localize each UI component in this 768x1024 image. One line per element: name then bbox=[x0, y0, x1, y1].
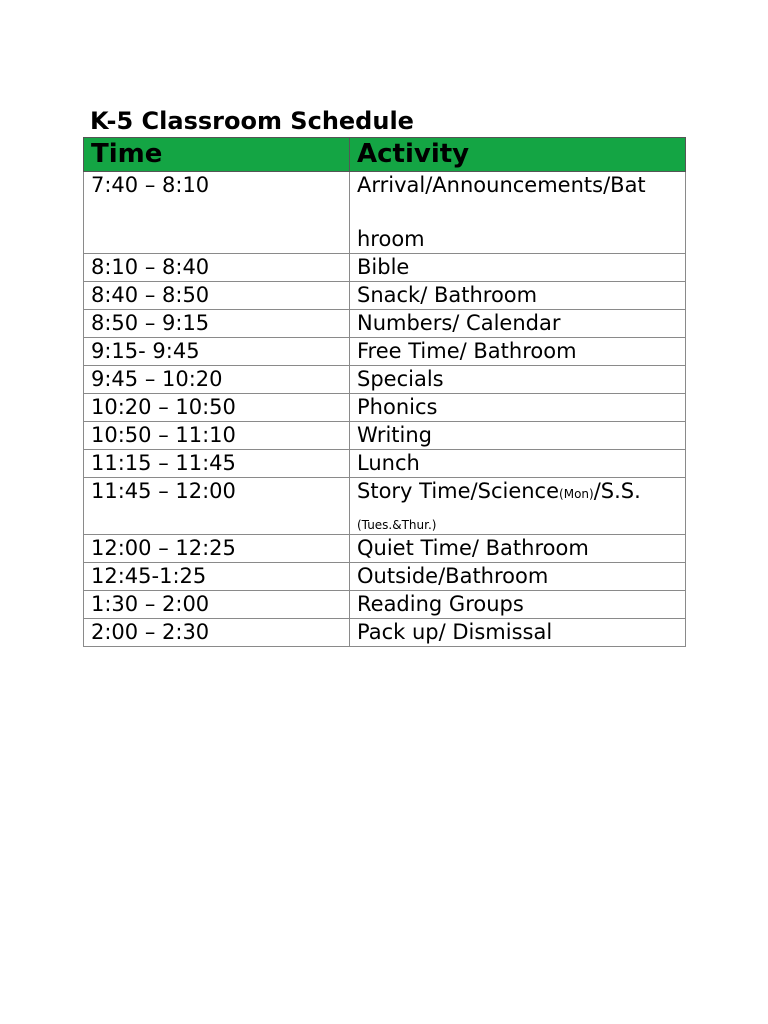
time-cell: 9:45 – 10:20 bbox=[84, 366, 350, 394]
activity-cell: Bible bbox=[350, 254, 686, 282]
table-row bbox=[84, 478, 686, 535]
activity-cell: Snack/ Bathroom bbox=[350, 282, 686, 310]
activity-text-part-2: /S.S. bbox=[593, 479, 641, 503]
time-cell: 10:20 – 10:50 bbox=[84, 394, 350, 422]
activity-text-line-1: Arrival/Announcements/Bat bbox=[357, 173, 646, 197]
time-cell: 11:45 – 12:00 bbox=[84, 478, 350, 535]
table-row bbox=[84, 619, 686, 647]
time-cell: 12:45-1:25 bbox=[84, 563, 350, 591]
column-header-time: Time bbox=[84, 138, 350, 172]
table-row bbox=[84, 422, 686, 450]
activity-text-line-2: hroom bbox=[357, 227, 425, 251]
time-cell: 1:30 – 2:00 bbox=[84, 591, 350, 619]
time-cell: 9:15- 9:45 bbox=[84, 338, 350, 366]
activity-day-note: (Mon) bbox=[559, 487, 594, 501]
table-row bbox=[84, 591, 686, 619]
activity-day-note: (Tues.&Thur.) bbox=[357, 518, 437, 532]
table-row bbox=[84, 338, 686, 366]
activity-cell: Free Time/ Bathroom bbox=[350, 338, 686, 366]
activity-cell: Lunch bbox=[350, 450, 686, 478]
column-header-activity: Activity bbox=[350, 138, 686, 172]
time-cell: 8:10 – 8:40 bbox=[84, 254, 350, 282]
activity-cell: Specials bbox=[350, 366, 686, 394]
schedule-title: K-5 Classroom Schedule bbox=[90, 107, 414, 135]
time-cell: 8:40 – 8:50 bbox=[84, 282, 350, 310]
activity-cell: Writing bbox=[350, 422, 686, 450]
activity-cell: Numbers/ Calendar bbox=[350, 310, 686, 338]
table-row bbox=[84, 254, 686, 282]
activity-cell: Outside/Bathroom bbox=[350, 563, 686, 591]
schedule-table bbox=[83, 137, 686, 647]
activity-cell: Phonics bbox=[350, 394, 686, 422]
activity-text-part-1: Story Time/Science bbox=[357, 479, 560, 503]
table-row bbox=[84, 172, 686, 254]
time-cell: 11:15 – 11:45 bbox=[84, 450, 350, 478]
activity-cell bbox=[350, 172, 686, 254]
table-row bbox=[84, 394, 686, 422]
activity-cell: Pack up/ Dismissal bbox=[350, 619, 686, 647]
table-row bbox=[84, 282, 686, 310]
table-row bbox=[84, 535, 686, 563]
time-cell: 12:00 – 12:25 bbox=[84, 535, 350, 563]
table-row bbox=[84, 563, 686, 591]
time-cell: 8:50 – 9:15 bbox=[84, 310, 350, 338]
activity-cell: Quiet Time/ Bathroom bbox=[350, 535, 686, 563]
activity-cell bbox=[350, 478, 686, 535]
table-row bbox=[84, 366, 686, 394]
table-header-row bbox=[84, 138, 686, 172]
time-cell: 10:50 – 11:10 bbox=[84, 422, 350, 450]
time-cell: 2:00 – 2:30 bbox=[84, 619, 350, 647]
activity-cell: Reading Groups bbox=[350, 591, 686, 619]
table-row bbox=[84, 310, 686, 338]
time-cell: 7:40 – 8:10 bbox=[84, 172, 350, 254]
table-row bbox=[84, 450, 686, 478]
